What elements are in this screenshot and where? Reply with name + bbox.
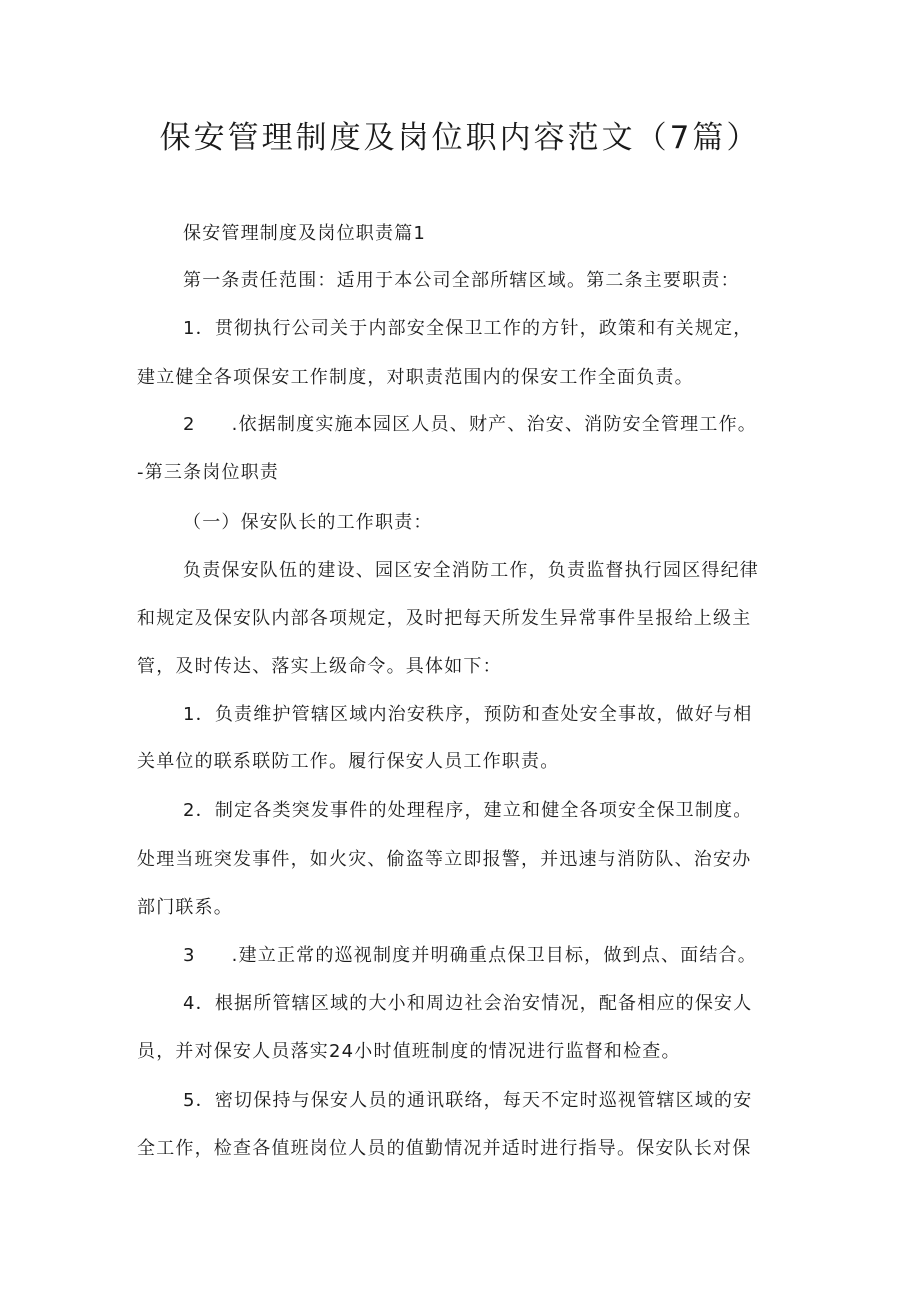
paragraph-line: 1．贯彻执行公司关于内部安全保卫工作的方针，政策和有关规定， [183, 318, 753, 339]
paragraph-line: 5．密切保持与保安人员的通讯联络，每天不定时巡视管辖区域的安 [183, 1090, 753, 1111]
paragraph-line: -第三条岗位职责 [137, 462, 280, 483]
list-text: .依据制度实施本园区人员、财产、治安、消防安全管理工作。 [231, 414, 757, 435]
document-title: 保安管理制度及岗位职内容范文（7篇） [159, 120, 761, 156]
paragraph-line: 处理当班突发事件，如火灾、偷盗等立即报警，并迅速与消防队、治安办 [137, 849, 752, 870]
paragraph-line: 管，及时传达、落实上级命令。具体如下： [137, 656, 502, 677]
paragraph-line [183, 942, 797, 970]
paragraph-line: 部门联系。 [137, 897, 233, 918]
list-number: 2 [183, 414, 196, 435]
paragraph-line: 和规定及保安队内部各项规定，及时把每天所发生异常事件呈报给上级主 [137, 608, 752, 629]
paragraph-line: 员，并对保安人员落实24小时值班制度的情况进行监督和检查。 [137, 1041, 681, 1062]
subsection-heading: （一）保安队长的工作职责： [183, 512, 433, 533]
paragraph-line: 第一条责任范围：适用于本公司全部所辖区域。第二条主要职责： [183, 270, 740, 291]
paragraph-line: 负责保安队伍的建设、园区安全消防工作，负责监督执行园区得纪律 [183, 560, 759, 581]
paragraph-line: 2．制定各类突发事件的处理程序，建立和健全各项安全保卫制度。 [183, 800, 753, 821]
paragraph-line [183, 411, 797, 439]
paragraph-line: 4．根据所管辖区域的大小和周边社会治安情况，配备相应的保安人 [183, 993, 753, 1014]
section-heading: 保安管理制度及岗位职责篇1 [183, 223, 427, 244]
paragraph-line: 1．负责维护管辖区域内治安秩序，预防和查处安全事故，做好与相 [183, 704, 753, 725]
paragraph-line: 全工作，检查各值班岗位人员的值勤情况并适时进行指导。保安队长对保 [137, 1138, 752, 1159]
paragraph-line: 建立健全各项保安工作制度，对职责范围内的保安工作全面负责。 [137, 367, 694, 388]
list-text: .建立正常的巡视制度并明确重点保卫目标，做到点、面结合。 [231, 945, 757, 966]
list-number: 3 [183, 945, 196, 966]
paragraph-line: 关单位的联系联防工作。履行保安人员工作职责。 [137, 751, 560, 772]
